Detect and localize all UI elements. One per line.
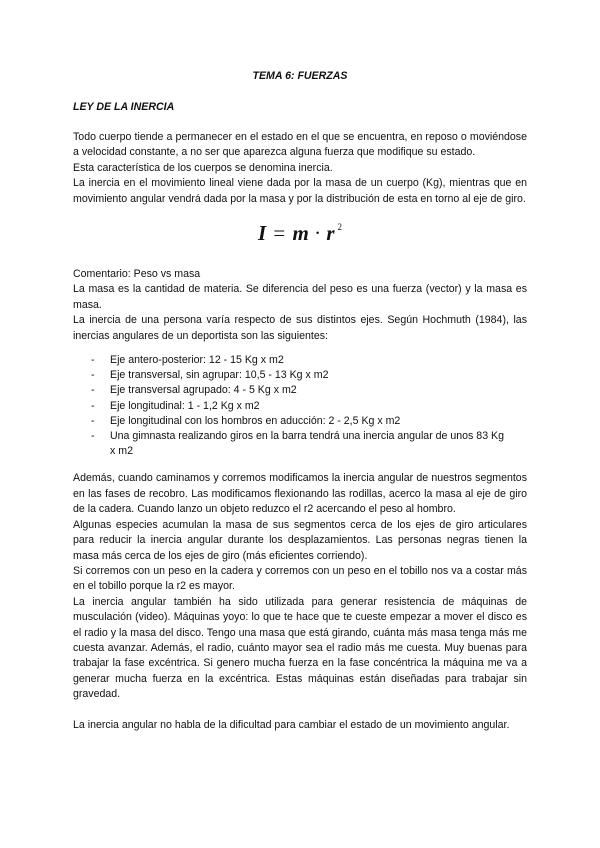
formula-dot: · [314, 221, 322, 246]
intro-line-2: Esta característica de los cuerpos se denomina inercia. [73, 161, 333, 174]
machines-paragraph: La inercia angular también ha sido utilizada para generar resistencia de máquinas de musculación (video). Máquinas yoyo: lo que te hace que te cueste empezar a mover el disco es el radio y la masa del disco. Tengo una masa que está girando, cuánta más masa tenga más me cuesta avanzar. Además, el radio, cuánto mayor sea el radio más me cuesta. Muy buenas para trabajar la fase excéntrica. Si genero mucha fuerza en la fase concéntrica la máquina me va a generar mucha fuerza en la excéntrica. Estas máquinas están diseñadas para trabajar sin gravedad. [73, 595, 527, 701]
list-item: - Eje longitudinal: 1 - 1,2 Kg x m2 [73, 399, 507, 414]
section-title: LEY DE LA INERCIA [73, 101, 175, 113]
intro-line-3: La inercia en el movimiento lineal viene dada por la masa de un cuerpo (Kg), mientras que en movimiento angular vendrá dada por la masa y por la distribución de esta en torno al eje de giro. [73, 177, 527, 205]
walking-paragraph: Además, cuando caminamos y corremos modificamos la inercia angular de nuestros segmentos en las fases de recobro. Las modificamos flexionando las rodillas, acerco la masa al eje de giro de la cadera. Cuando lanzo un objeto reduzco el r2 acercando el peso al hombro. [73, 472, 527, 516]
formula-lhs: I [257, 221, 267, 246]
comment-title: Comentario: Peso vs masa [73, 268, 201, 281]
intro-paragraph: Todo cuerpo tiende a permanecer en el estado en el que se encuentra, en reposo o moviéndose a velocidad constante, a no ser que aparezca alguna fuerza que modifique su estado. [73, 131, 527, 159]
inertia-intro: La inercia de una persona varía respecto de sus distintos ejes. Según Hochmuth (1984), las inercias angulares de un deportista son las siguientes: [73, 314, 527, 342]
inertia-formula [73, 221, 527, 249]
page-title: TEMA 6: FUERZAS [252, 70, 348, 82]
inertia-list [73, 353, 527, 459]
weight-paragraph: Si corremos con un peso en la cadera y corremos con un peso en el tobillo nos va a costar más en el tobillo porque la r2 es mayor. [73, 564, 527, 593]
formula-exponent: 2 [337, 222, 343, 233]
list-item: - Eje transversal, sin agrupar: 10,5 - 13 Kg x m2 [73, 368, 507, 383]
comment-text: La masa es la cantidad de materia. Se diferencia del peso es una fuerza (vector) y la masa es masa. [73, 283, 527, 311]
formula-radius: r [326, 221, 335, 246]
paragraph-gap [73, 703, 527, 718]
species-paragraph: Algunas especies acumulan la masa de sus segmentos cerca de los ejes de giro articulares para reducir la inercia angular durante los desplazamientos. Las personas negras tienen la masa más cerca de los ejes de giro (más eficientes corriendo). [73, 518, 527, 562]
document-page [73, 70, 527, 733]
formula-equals: = [273, 221, 286, 246]
final-paragraph: La inercia angular no habla de la dificultad para cambiar el estado de un movimiento angular. [73, 718, 510, 731]
list-item: - Eje antero-posterior: 12 - 15 Kg x m2 [73, 353, 507, 368]
list-item: - Una gimnasta realizando giros en la barra tendrá una inercia angular de unos 83 Kg x m2 [73, 429, 507, 459]
formula-mass: m [292, 221, 309, 246]
list-item: - Eje longitudinal con los hombros en aducción: 2 - 2,5 Kg x m2 [73, 414, 507, 429]
list-item: - Eje transversal agrupado: 4 - 5 Kg x m2 [73, 383, 507, 398]
